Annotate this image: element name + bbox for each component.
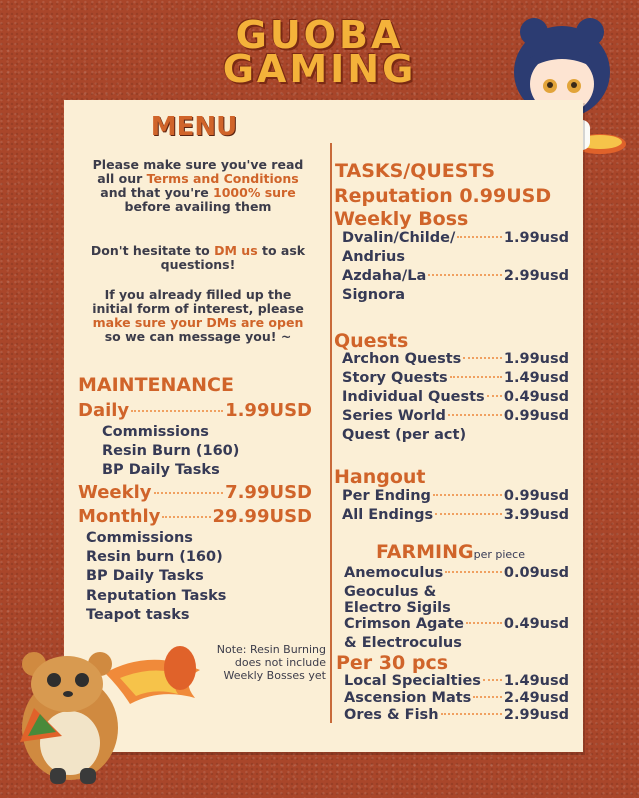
farming-title: FARMING xyxy=(376,541,474,563)
per30-price: 2.49usd xyxy=(503,690,569,706)
daily-item: Resin Burn (160) xyxy=(102,443,240,459)
daily-price: 1.99USD xyxy=(225,400,312,421)
tasks-heading: TASKS/QUESTS xyxy=(335,160,496,182)
quest-price: 0.99usd xyxy=(503,408,569,424)
farming-multi-price: 0.49usd xyxy=(503,616,569,632)
quest-label: Archon Quests xyxy=(342,351,462,367)
monthly-item: Teapot tasks xyxy=(86,607,190,623)
boss-label-cont: Andrius xyxy=(342,249,405,265)
farming-multi-label: Geoculus & xyxy=(344,584,437,600)
intro-paragraph-form: If you already filled up the initial form of interest, please make sure your DMs are open so we can message you! ~ xyxy=(92,287,304,344)
dot-leader xyxy=(466,622,502,624)
boss-row xyxy=(342,268,569,284)
weekly-label: Weekly xyxy=(78,482,152,503)
hangout-label: All Endings xyxy=(342,507,434,523)
dot-leader xyxy=(445,571,502,573)
dot-leader xyxy=(435,513,502,515)
boss-price: 1.99usd xyxy=(503,230,569,246)
dot-leader xyxy=(457,236,502,238)
dot-leader xyxy=(433,494,502,496)
farming-heading xyxy=(376,541,525,563)
daily-item: BP Daily Tasks xyxy=(102,462,220,478)
monthly-price: 29.99USD xyxy=(212,506,312,527)
quest-label: Individual Quests xyxy=(342,389,485,405)
per30-label: Ores & Fish xyxy=(344,707,439,723)
dot-leader xyxy=(441,713,502,715)
boss-label: Dvalin/Childe/ xyxy=(342,230,456,246)
hangout-row xyxy=(342,507,569,523)
hangout-row xyxy=(342,488,569,504)
dot-leader xyxy=(448,414,502,416)
per30-heading: Per 30 pcs xyxy=(336,652,449,674)
dot-leader xyxy=(473,696,502,698)
intro-paragraph-dm: Don't hesitate to DM us to ask questions! xyxy=(90,243,306,272)
hangout-price: 0.99usd xyxy=(503,488,569,504)
quest-price: 0.49usd xyxy=(503,389,569,405)
farming-row xyxy=(344,565,569,581)
intro-paragraph-terms: Please make sure you've read all our Terms and Conditions and that you're 1000% sure before availing them xyxy=(92,157,304,214)
boss-label: Azdaha/La xyxy=(342,268,427,284)
dot-leader xyxy=(463,357,502,359)
monthly-item: Commissions xyxy=(86,530,193,546)
resin-note: Note: Resin Burning does not include Weekly Bosses yet xyxy=(216,643,326,682)
weekly-boss-heading: Weekly Boss xyxy=(334,208,469,230)
boss-price: 2.99usd xyxy=(503,268,569,284)
quests-heading: Quests xyxy=(334,330,409,352)
quest-row xyxy=(342,370,569,386)
monthly-item: Resin burn (160) xyxy=(86,549,223,565)
dot-leader xyxy=(154,492,224,494)
column-divider xyxy=(330,143,332,723)
daily-price-row xyxy=(78,400,312,421)
guoba-illustration xyxy=(10,618,220,794)
farming-multi-row xyxy=(344,616,569,632)
farming-multi-label: & Electroculus xyxy=(344,635,462,651)
monthly-item: Reputation Tasks xyxy=(86,588,227,604)
per30-price: 2.99usd xyxy=(503,707,569,723)
quest-label: Series World xyxy=(342,408,446,424)
quest-label-cont: Quest (per act) xyxy=(342,427,467,443)
weekly-price-row xyxy=(78,482,312,503)
boss-label-cont: Signora xyxy=(342,287,406,303)
weekly-price: 7.99USD xyxy=(225,482,312,503)
per30-label: Ascension Mats xyxy=(344,690,472,706)
reputation-price: Reputation 0.99USD xyxy=(334,185,552,207)
maintenance-heading: MAINTENANCE xyxy=(78,374,234,396)
monthly-item: BP Daily Tasks xyxy=(86,568,204,584)
daily-item: Commissions xyxy=(102,424,209,440)
dot-leader xyxy=(483,679,502,681)
farming-price: 0.09usd xyxy=(503,565,569,581)
per30-label: Local Specialties xyxy=(344,673,481,689)
farming-subtitle: per piece xyxy=(473,548,525,561)
dot-leader xyxy=(162,516,210,518)
per30-row xyxy=(344,673,569,689)
hangout-price: 3.99usd xyxy=(503,507,569,523)
dot-leader xyxy=(450,376,502,378)
farming-label: Anemoculus xyxy=(344,565,444,581)
quest-price: 1.49usd xyxy=(503,370,569,386)
per30-price: 1.49usd xyxy=(503,673,569,689)
per30-row xyxy=(344,707,569,723)
menu-title: MENU xyxy=(150,112,238,142)
farming-multi-label: Electro Sigils xyxy=(344,600,451,616)
quest-row xyxy=(342,389,569,405)
brand-title-line1: GUOBA xyxy=(235,13,404,57)
hangout-label: Per Ending xyxy=(342,488,431,504)
dot-leader xyxy=(487,395,502,397)
quest-price: 1.99usd xyxy=(503,351,569,367)
hangout-heading: Hangout xyxy=(334,466,426,488)
monthly-label: Monthly xyxy=(78,506,161,527)
quest-row xyxy=(342,408,569,424)
farming-multi-label: Crimson Agate xyxy=(344,616,464,632)
dot-leader xyxy=(428,274,502,276)
quest-row xyxy=(342,351,569,367)
brand-title-line2: GAMING xyxy=(222,47,417,91)
per30-row xyxy=(344,690,569,706)
dot-leader xyxy=(131,410,223,412)
monthly-price-row xyxy=(78,506,312,527)
boss-row xyxy=(342,230,569,246)
daily-label: Daily xyxy=(78,400,130,421)
quest-label: Story Quests xyxy=(342,370,448,386)
